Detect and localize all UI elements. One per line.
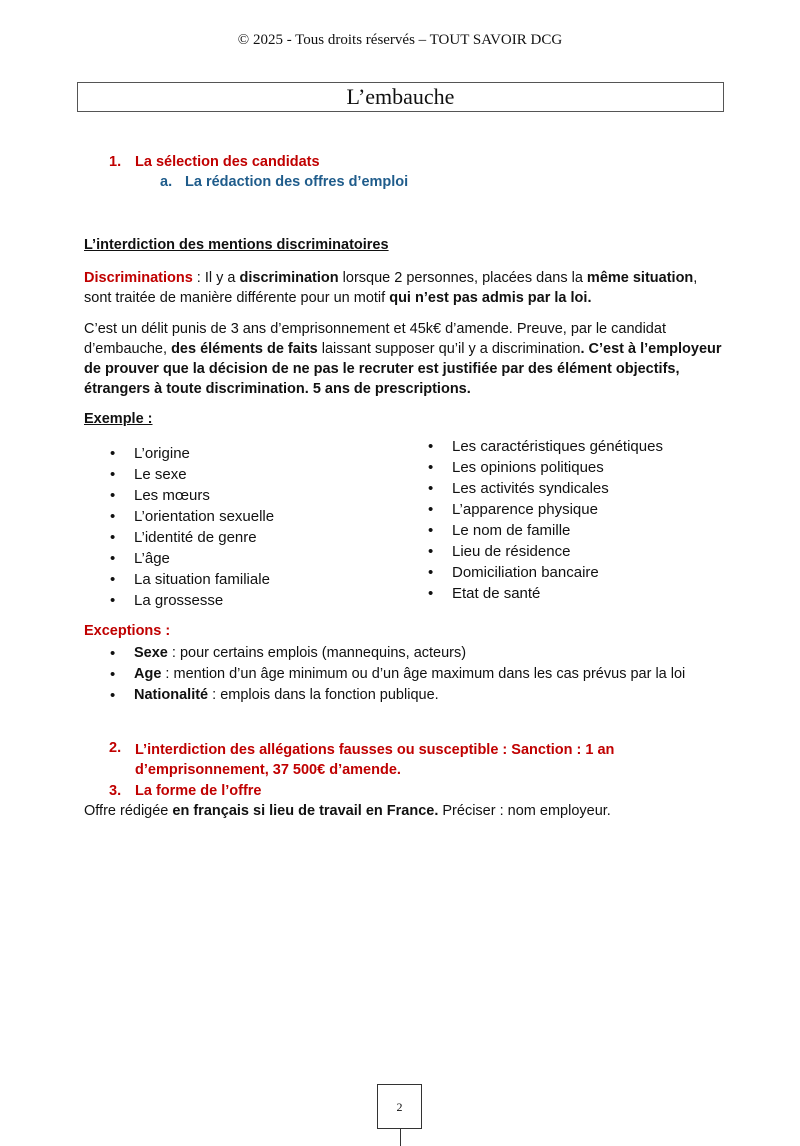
section-1a-heading: La rédaction des offres d’emploi (185, 174, 409, 190)
criteria-left-item-label: L’origine (134, 445, 190, 462)
bullet-icon: • (110, 445, 116, 462)
final-text-2: Préciser : nom employeur. (438, 803, 611, 819)
final-line (84, 803, 611, 819)
bullet-icon: • (110, 666, 116, 683)
final-text-1: Offre rédigée (84, 803, 173, 819)
section-1-number: 1. (109, 154, 122, 170)
page-number-tick (400, 1129, 401, 1146)
bullet-icon: • (110, 466, 116, 483)
page-number: 2 (377, 1084, 422, 1129)
exception-term: Age (134, 666, 162, 682)
exception-item-label (134, 643, 466, 664)
discriminations-label: Discriminations (84, 270, 193, 286)
criteria-left-item-label: La situation familiale (134, 571, 270, 588)
bullet-icon: • (428, 543, 434, 560)
bullet-icon: • (110, 571, 116, 588)
criteria-right-item-label: Etat de santé (452, 585, 541, 602)
criteria-right-item-label: Les opinions politiques (452, 459, 604, 476)
final-bold: en français si lieu de travail en France. (172, 803, 439, 819)
section-2-heading: L’interdiction des allégations fausses ou susceptible : Sanction : 1 an d’emprisonnement, 37 500€ d’amende. (135, 742, 615, 778)
paragraph-delit (84, 319, 724, 399)
exception-desc: : pour certains emplois (mannequins, acteurs) (167, 645, 467, 661)
criteria-right-item-label: Les caractéristiques génétiques (452, 438, 663, 455)
para2-text-1: C’est un délit punis de 3 ans d’emprisonnement et 45k€ d’amende. Preuve, par le candidat d’embauche, (84, 321, 666, 357)
exception-term: Nationalité (134, 687, 209, 703)
page-header: © 2025 - Tous droits réservés – TOUT SAVOIR DCG (237, 32, 563, 48)
criteria-left-item-label: L’identité de genre (134, 529, 257, 546)
para1-bold-3: qui n’est pas admis par la loi. (389, 290, 592, 306)
criteria-left-item-label: L’orientation sexuelle (134, 508, 275, 525)
bullet-icon: • (428, 438, 434, 455)
subheading: L’interdiction des mentions discriminatoires (84, 237, 389, 253)
criteria-right-item-label: Les activités syndicales (452, 480, 609, 497)
criteria-left-item-label: La grossesse (134, 592, 224, 609)
criteria-right-item-label: Domiciliation bancaire (452, 564, 599, 581)
bullet-icon: • (110, 508, 116, 525)
exception-desc: : mention d’un âge minimum ou d’un âge maximum dans les cas prévus par la loi (161, 666, 686, 682)
para2-bold-1: des éléments de faits (171, 341, 318, 357)
section-1-heading: La sélection des candidats (135, 154, 320, 170)
bullet-icon: • (428, 501, 434, 518)
bullet-icon: • (428, 480, 434, 497)
exception-item-label (134, 685, 439, 706)
criteria-left-item-label: Les mœurs (134, 487, 210, 504)
criteria-right-item-label: L’apparence physique (452, 501, 598, 518)
bullet-icon: • (428, 585, 434, 602)
bullet-icon: • (428, 564, 434, 581)
criteria-left-item-label: Le sexe (134, 466, 187, 483)
bullet-icon: • (428, 522, 434, 539)
para1-bold-1: discrimination (239, 270, 339, 286)
example-label: Exemple : (84, 411, 153, 427)
para2-text-2: laissant supposer qu’il y a discrimination (317, 341, 581, 357)
exceptions-label: Exceptions : (84, 623, 171, 639)
para1-text-3: , sont traitée de manière différente pour un motif (84, 270, 698, 306)
section-2-number: 2. (109, 740, 122, 756)
bullet-icon: • (110, 529, 116, 546)
bullet-icon: • (110, 645, 116, 662)
bullet-icon: • (110, 550, 116, 567)
para1-text-2: lorsque 2 personnes, placées dans la (338, 270, 587, 286)
bullet-icon: • (110, 487, 116, 504)
exception-term: Sexe (134, 645, 168, 661)
criteria-right-item-label: Lieu de résidence (452, 543, 571, 560)
paragraph-discriminations (84, 268, 724, 308)
bullet-icon: • (428, 459, 434, 476)
bullet-icon: • (110, 592, 116, 609)
criteria-right-item-label: Le nom de famille (452, 522, 571, 539)
para1-bold-2: même situation (586, 270, 694, 286)
exception-desc: : emplois dans la fonction publique. (208, 687, 439, 703)
section-3-heading: La forme de l’offre (135, 783, 262, 799)
para1-text-1: : Il y a (192, 270, 240, 286)
bullet-icon: • (110, 687, 116, 704)
para2-bold-2: . C’est à l’employeur de prouver que la décision de ne pas le recruter est justifiée par des élément objectifs, étrangers à toute discrimination. 5 ans de prescriptions. (84, 341, 722, 397)
exception-item-label (134, 664, 685, 685)
page-title: L’embauche (77, 82, 724, 112)
section-1a-number: a. (160, 174, 173, 190)
criteria-left-item-label: L’âge (134, 550, 170, 567)
section-3-number: 3. (109, 783, 122, 799)
